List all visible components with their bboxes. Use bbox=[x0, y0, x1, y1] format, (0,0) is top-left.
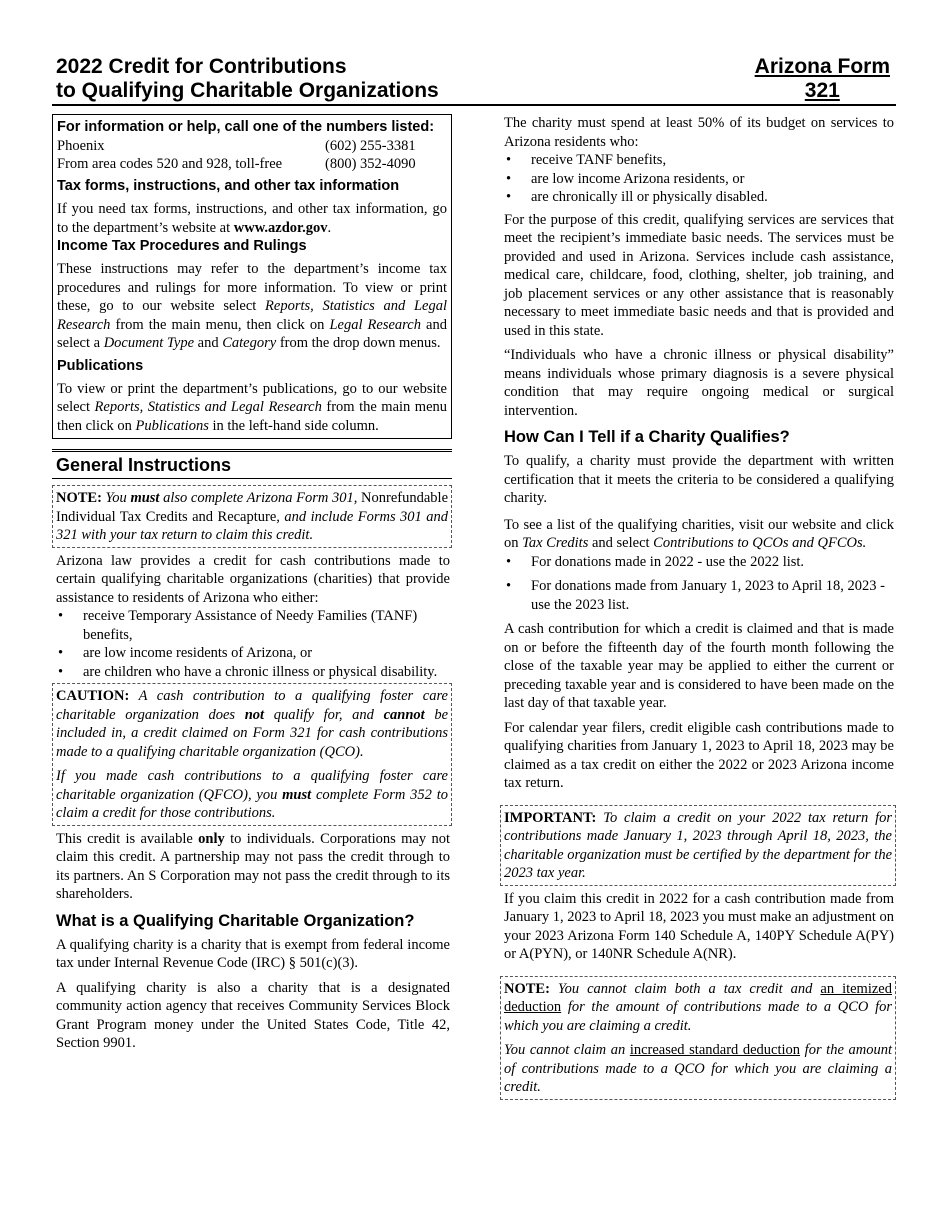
text-run: To see a list of the qualifying charities, visit our website and click on bbox=[504, 516, 894, 551]
important-text bbox=[504, 809, 892, 883]
list-paragraph bbox=[500, 516, 896, 553]
note-box bbox=[52, 485, 452, 548]
emphasis: must bbox=[130, 490, 160, 506]
phone-label: Phoenix bbox=[57, 138, 105, 154]
website-link[interactable]: www.azdor.gov bbox=[233, 219, 328, 236]
eligibility-list bbox=[52, 607, 452, 681]
text-run: complete Form 352 to claim a credit for those contributions. bbox=[56, 786, 448, 821]
list-item: • are low income Arizona residents, or bbox=[504, 170, 896, 189]
emphasis: only bbox=[198, 830, 225, 847]
phone-label: From area codes 520 and 928, toll-free bbox=[57, 156, 283, 172]
right-column bbox=[500, 114, 896, 1100]
caution-text bbox=[56, 687, 448, 761]
emphasis: an itemized deduction bbox=[504, 980, 892, 1015]
form-number: 321 bbox=[804, 79, 840, 102]
qco-heading: What is a Qualifying Charitable Organization? bbox=[56, 911, 415, 930]
text-run: You cannot claim an bbox=[504, 1042, 630, 1058]
deduction-note-box bbox=[500, 976, 896, 1100]
note-label: NOTE: bbox=[504, 980, 550, 997]
emphasis: increased standard deduction bbox=[629, 1042, 801, 1058]
text-run: This credit is available bbox=[56, 830, 199, 847]
text-run: To view or print the department’s publications, go to our website select bbox=[57, 380, 447, 415]
text-run: and select bbox=[588, 535, 654, 551]
text-run: and bbox=[194, 335, 223, 351]
title-line-2: to Qualifying Charitable Organizations bbox=[56, 79, 439, 102]
note-label: NOTE: bbox=[56, 490, 102, 506]
spend-list bbox=[500, 151, 896, 207]
menu-reference: Tax Credits bbox=[522, 535, 589, 551]
tax-forms-heading: Tax forms, instructions, and other tax information bbox=[57, 178, 400, 194]
list-item: • are children who have a chronic illness or physical disability. bbox=[56, 663, 452, 682]
phone-number: (800) 352-4090 bbox=[325, 156, 416, 172]
menu-reference: Document Type bbox=[103, 335, 195, 351]
publications-text bbox=[57, 380, 447, 436]
services-paragraph: For the purpose of this credit, qualifying services are services that meet the recipient’s immediate basic needs. The services must be provided and used in Arizona. Services include cash assistance, medical care, childcare, food, clothing, shelter, job training, and job placement services or any other assistance that is reasonably necessary to meet immediate basic needs and that is provided and used in this state. bbox=[504, 211, 894, 339]
adjustment-paragraph: If you claim this credit in 2022 for a cash contribution made from January 1, 2023 to April 18, 2023 you must make an adjustment on your 2023 Arizona Form 140 Schedule A, 140PY Schedule A(PY) or A(PYN), or 140NR Schedule A(NR). bbox=[504, 890, 894, 962]
emphasis: not bbox=[244, 706, 265, 723]
fifteenth-day-paragraph: A cash contribution for which a credit is claimed and that is made on or before the fifteenth day of the fourth month following the close of the taxable year may be applied to either the current or preceding taxable year and is considered to have been made on the last day of that taxable year. bbox=[504, 621, 894, 711]
qualify-heading: How Can I Tell if a Charity Qualifies? bbox=[504, 428, 790, 446]
deduction-note-text bbox=[504, 980, 892, 1036]
general-instructions-heading: General Instructions bbox=[52, 449, 452, 479]
text-run: from the drop down menus. bbox=[276, 335, 441, 351]
menu-reference: Category bbox=[222, 335, 277, 351]
qualify-paragraph: To qualify, a charity must provide the department with written certification that it meets the criteria to be considered a qualifying charity. bbox=[504, 453, 894, 506]
page-title bbox=[56, 55, 439, 103]
deduction-note-text-2 bbox=[504, 1041, 892, 1097]
text-run: for the amount of contributions made to a QCO for which you are claiming a credit. bbox=[504, 999, 892, 1034]
caution-box bbox=[52, 683, 452, 826]
info-heading: For information or help, call one of the numbers listed: bbox=[57, 119, 435, 135]
text-run: be included in, a credit claimed on Form 321 for cash contributions made to a qualifying charitable organization (QCO). bbox=[56, 706, 449, 760]
text-run: qualify for, and bbox=[264, 706, 384, 723]
procedures-heading: Income Tax Procedures and Rulings bbox=[57, 238, 307, 254]
text-run: You cannot claim both a tax credit and bbox=[549, 980, 821, 997]
menu-reference: Contributions to QCOs and QFCOs. bbox=[653, 535, 867, 551]
qco-paragraph-1: A qualifying charity is a charity that is exempt from federal income tax under Internal Revenue Code (IRC) § 501(c)(3). bbox=[56, 936, 450, 971]
form-title: Nonrefundable Individual Tax Credits and Recapture bbox=[56, 490, 449, 525]
text-run: to individuals. Corporations may not claim this credit. A partnership may not pass the credit through to its partners. An S Corporation may not pass the credit through to its shareholders. bbox=[56, 830, 450, 902]
text-run: You bbox=[101, 490, 131, 506]
form-identifier bbox=[755, 55, 890, 103]
phone-row bbox=[57, 155, 447, 173]
text-run: If you made cash contributions to a qualifying foster care charitable organization (QFCO), you bbox=[56, 768, 448, 803]
list-item: • are chronically ill or physically disabled. bbox=[504, 188, 896, 207]
chronic-paragraph: “Individuals who have a chronic illness or physical disability” means individuals whose primary diagnosis is a severe physical condition that may require ongoing medical or surgical intervention. bbox=[504, 347, 894, 419]
only-individuals-paragraph bbox=[52, 830, 452, 904]
important-label: IMPORTANT: bbox=[504, 809, 597, 826]
procedures-text bbox=[57, 260, 447, 353]
list-item: • For donations made from January 1, 2023 to April 18, 2023 - use the 2023 list. bbox=[504, 577, 896, 614]
charity-list-bullets bbox=[500, 553, 896, 615]
intro-paragraph: Arizona law provides a credit for cash contributions made to certain qualifying charitable organizations (charities) that provide assistance to residents of Arizona who either: bbox=[56, 552, 450, 606]
list-item: • receive Temporary Assistance of Needy Families (TANF) benefits, bbox=[56, 607, 452, 644]
publications-heading: Publications bbox=[57, 357, 144, 374]
text-run: also complete Arizona Form 301, bbox=[159, 490, 362, 506]
menu-reference: Reports, Statistics and Legal Research bbox=[57, 298, 448, 333]
tax-forms-body: If you need tax forms, instructions, and other tax information, go to the department’s website at bbox=[57, 201, 447, 236]
info-box bbox=[52, 114, 452, 439]
text-run: from the main menu, then click on bbox=[110, 316, 330, 333]
phone-number: (602) 255-3381 bbox=[325, 138, 416, 154]
text-run: and select a bbox=[57, 316, 447, 351]
emphasis: cannot bbox=[383, 706, 425, 723]
note-text bbox=[56, 489, 448, 545]
qco-paragraph-2: A qualifying charity is also a charity that is a designated community action agency that receives Community Services Block Grant Program money under the United States Code, Title 42, Section 9901. bbox=[56, 979, 450, 1051]
caution-label: CAUTION: bbox=[56, 688, 130, 704]
menu-reference: Publications bbox=[135, 417, 209, 434]
caution-text-2 bbox=[56, 767, 448, 823]
important-box bbox=[500, 805, 896, 886]
list-item: • For donations made in 2022 - use the 2022 list. bbox=[504, 553, 896, 572]
text-run: from the main menu then click on bbox=[57, 399, 448, 434]
text-run: These instructions may refer to the department’s income tax procedures and rulings for more information. To view or print these, go to our website select bbox=[57, 261, 447, 314]
tax-forms-text: If you need tax forms, instructions, and other tax information, go to the department’s website at www.azdor.gov. bbox=[57, 201, 447, 236]
text-run: A cash contribution to a qualifying foster care charitable organization does bbox=[56, 688, 448, 723]
list-item: • receive TANF benefits, bbox=[504, 151, 896, 170]
text-run: To claim a credit on your 2022 tax return for contributions made January 1, 2023 through April 18, 2023, the charitable organization must be certified by the department for the 2023 tax year. bbox=[504, 809, 892, 881]
form-label: Arizona Form bbox=[754, 55, 890, 78]
left-column bbox=[52, 114, 452, 1053]
menu-reference: Reports, Statistics and Legal Research bbox=[94, 399, 322, 415]
title-line-1: 2022 Credit for Contributions bbox=[56, 55, 347, 78]
menu-reference: Legal Research bbox=[329, 316, 421, 333]
calendar-year-paragraph: For calendar year filers, credit eligible cash contributions made to qualifying charities from January 1, 2023 to April 18, 2023 may be claimed as a tax credit on either the 2022 or 2023 Arizona income tax return. bbox=[504, 719, 894, 791]
text-run: for the amount of contributions made to a QCO for which you are claiming a credit. bbox=[504, 1042, 892, 1095]
text-run: , and include Forms 301 and 321 with your tax return to claim this credit. bbox=[56, 508, 448, 543]
spend-paragraph: The charity must spend at least 50% of its budget on services to Arizona residents who: bbox=[504, 115, 894, 150]
list-item: • are low income residents of Arizona, or bbox=[56, 644, 452, 663]
phone-row bbox=[57, 137, 447, 155]
emphasis: must bbox=[282, 786, 312, 803]
header-divider bbox=[52, 104, 896, 106]
text-run: in the left-hand side column. bbox=[208, 417, 379, 434]
